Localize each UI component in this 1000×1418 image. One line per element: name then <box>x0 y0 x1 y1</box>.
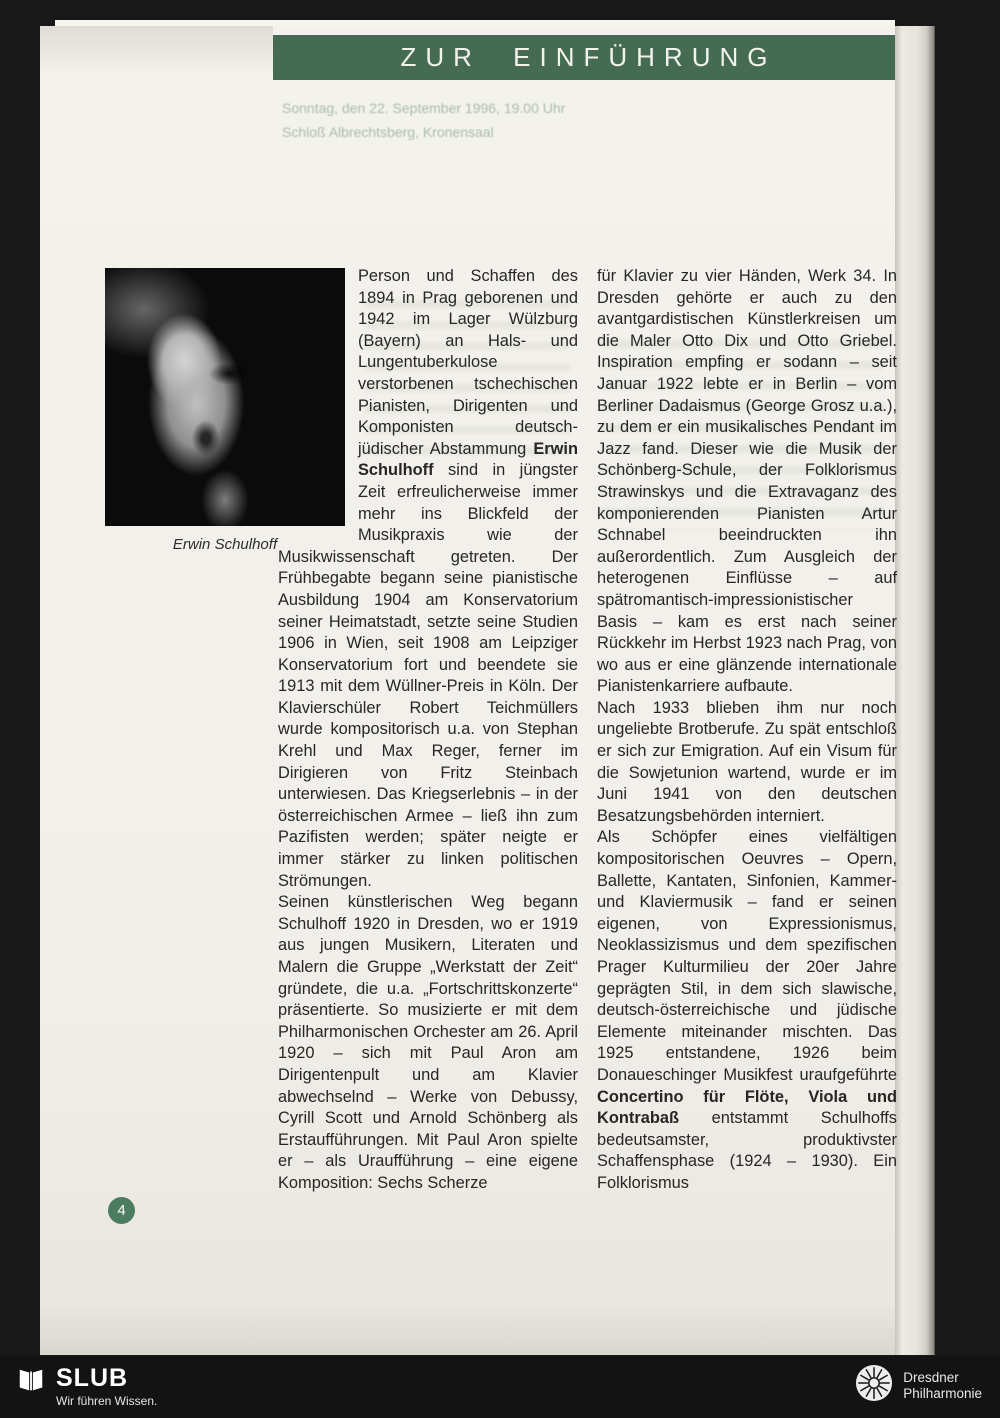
article-paragraph: Nach 1933 blieben ihm nur noch ungeliebte Brotberufe. Zu spät entschloß er sich zur Emigration. Auf ein Visum für die Sowjetunion wartend, wurde er im Juni 1941 von den deutschen Besatzungsbehörden interniert. <box>597 698 897 825</box>
photo-wrap-spacer <box>278 266 358 526</box>
paragraph-text: Person und Schaffen des 1894 in Prag geborenen und 1942 im Lager Wülzburg (Bayern) an Hals- und Lungentuberkulose verstorbenen tschechischen Pianisten, Dirigenten und Komponisten deutsch-jüdischer Abstammung <box>358 267 578 458</box>
bleedthrough-line: Schloß Albrechtsberg, Kronensaal <box>282 124 494 140</box>
page-curl-edge <box>895 26 935 1355</box>
section-title: ZUR EINFÜHRUNG <box>400 42 777 72</box>
dresdner-philharmonie-logo[interactable] <box>855 1364 982 1407</box>
open-book-icon <box>16 1365 46 1400</box>
bold-name: Erwin Schulhoff <box>358 439 578 480</box>
article-paragraph <box>597 827 897 1194</box>
philharmonie-line1: Dresdner <box>903 1369 959 1385</box>
article-column-right <box>597 266 897 1195</box>
slub-name: SLUB <box>56 1364 129 1392</box>
paragraph-text: sind in jüngster Zeit erfreulicherweise immer mehr ins Blickfeld der Musikpraxis wie der Musikwissenschaft getreten. Der Frühbegabte begann seine pianistische Ausbildung 1904 am Konservatorium seiner Heimatstadt, setzte seine Studien 1906 in Wien, seit 1908 am Leipziger Konservatorium fort und beendete sie 1913 mit dem Wüllner-Preis in Köln. Der Klavierschüler Robert Teichmüllers wurde kompositorisch u.a. von Stephan Krehl und Max Reger, ferner im Dirigieren von Fritz Steinbach unterwiesen. Das Kriegserlebnis – in der österreichischen Armee – ließ ihn zum Pazifisten werden; später neigte er immer stärker zu linken politischen Strömungen. <box>278 461 578 890</box>
paragraph-text: entstammt Schulhoffs bedeutsamster, produktivster Schaffensphase (1924 – 1930). Ein Folklorismus <box>597 1109 897 1192</box>
paragraph-text: Als Schöpfer eines vielfältigen kompositorischen Oeuvres – Opern, Ballette, Kantaten, Sinfonien, Kammer- und Klaviermusik – fand er seinen eigenen, von Expressionismus, Neoklassizismus und dem spezifischen Prager Kulturmilieu der 20er Jahre geprägten Stil, in dem sich slawische, deutsch-österreichische und jüdische Elemente miteinander mischten. Das 1925 entstandene, 1926 beim Donaueschinger Musikfest uraufgeführte <box>597 828 897 1084</box>
slub-logo[interactable] <box>16 1365 157 1408</box>
philharmonie-text-block <box>903 1370 982 1402</box>
philharmonie-line2: Philharmonie <box>903 1385 982 1401</box>
article-paragraph: für Klavier zu vier Händen, Werk 34. In Dresden gehörte er auch zu den avantgardistischen Künstlerkreisen um die Maler Otto Dix und Otto Griebel. Inspiration empfing er sodann – seit Januar 1922 lebte er in Berlin – vom Berliner Dadaismus (George Grosz u.a.), zu dem er ein musikalisches Pendant im Jazz fand. Dieser wie die Musik der Schönberg-Schule, der Folklorismus Strawinskys und die Extravaganz des komponierenden Pianisten Artur Schnabel beeindruckten ihn außerordentlich. Zum Ausgleich der heterogenen Einflüsse – auf spätromantisch-impressionistischer Basis – kam es erst nach seiner Rückkehr im Herbst 1923 nach Prag, von wo aus er eine glänzende internationale Pianistenkarriere aufbaute. <box>597 267 897 696</box>
slub-tagline: Wir führen Wissen. <box>56 1394 158 1408</box>
viewer-footer <box>0 1356 1000 1418</box>
slub-text-block <box>56 1365 157 1408</box>
sunburst-medallion-icon <box>855 1364 893 1407</box>
page-corner-shade <box>40 26 273 80</box>
article-paragraph: Seinen künstlerischen Weg begann Schulhoff 1920 in Dresden, wo er 1919 aus jungen Musikern, Literaten und Malern die Gruppe „Werkstatt der Zeit“ gründete, die u.a. „Fortschrittskonzerte“ präsentierte. So musizierte er mit dem Philharmonischen Orchester am 26. April 1920 – sich mit Paul Aron am Dirigentenpult und am Klavier abwechselnd – Werke von Debussy, Cyrill Scott und Arnold Schönberg als Erstaufführungen. Mit Paul Aron spielte er – als Uraufführung – eine eigene Komposition: Sechs Scherze <box>278 893 578 1192</box>
photo-caption: Erwin Schulhoff <box>172 536 278 553</box>
bleedthrough-line: Sonntag, den 22. September 1996, 19.00 Uhr <box>282 100 566 116</box>
article-column-left <box>278 266 578 1195</box>
section-header-bar <box>273 35 895 80</box>
page-number-badge: 4 <box>108 1197 135 1224</box>
bold-work-title: Concertino für Flöte, Viola und Kontrabaß <box>597 1087 897 1128</box>
